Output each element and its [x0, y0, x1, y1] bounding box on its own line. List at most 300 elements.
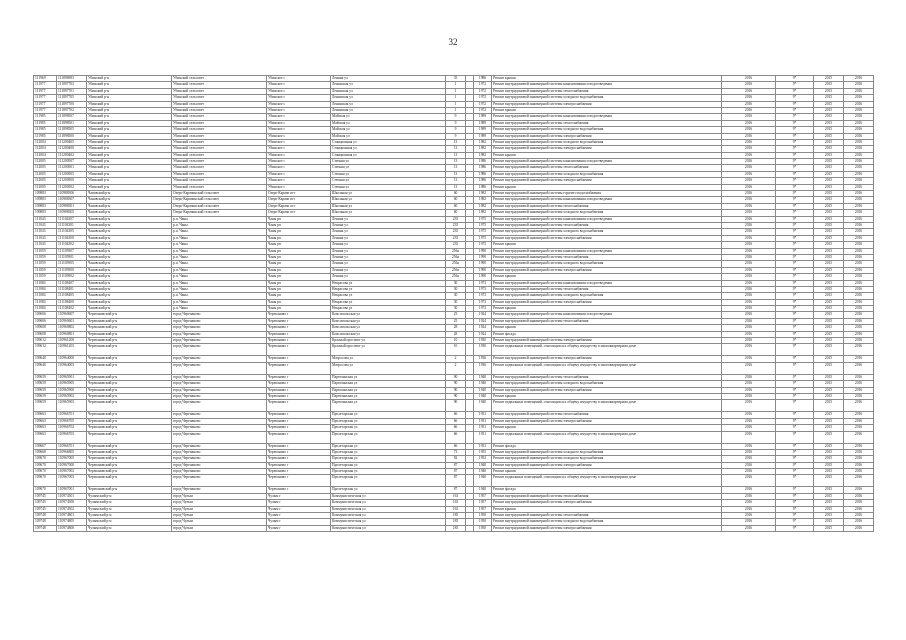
table-cell: Ремонт подвальных помещений, относящихся к общему имуществу в многоквартирном доме	[492, 431, 722, 443]
table-cell: 111059	[34, 274, 57, 280]
table-cell: 109659	[34, 393, 57, 399]
table-cell: Убинский сельсовет	[172, 165, 267, 171]
table-cell: Ремонт внутридомовой инженерной системы холодного водоснабжения	[492, 381, 722, 387]
table-cell: Ремонт внутридомовой инженерной системы электроснабжения	[492, 356, 722, 362]
table-cell: 2016	[722, 344, 776, 356]
table-cell: 109745	[34, 500, 57, 506]
table-cell: 2016	[844, 400, 874, 412]
table-cell: Убинский р-н	[87, 107, 172, 113]
table-cell: 9*	[776, 165, 814, 171]
table-cell: Черепановский р-н	[87, 449, 172, 455]
table-cell: Коммунистическая ул	[331, 500, 446, 506]
table-cell: 1952	[474, 456, 492, 462]
table-cell: 109612	[34, 338, 57, 344]
table-cell: Ленина ул	[331, 229, 446, 235]
table-cell: 9*	[776, 76, 814, 82]
table-cell: 2015	[814, 362, 844, 374]
table-cell: Черепановский р-н	[87, 381, 172, 387]
table-cell: Чановский р-н	[87, 235, 172, 241]
table-cell: Степная ул	[331, 171, 446, 177]
table-cell: 2016	[722, 88, 776, 94]
table-cell: Ремонт внутридомовой инженерной системы канализования и водоотведения	[492, 82, 722, 88]
table-cell: 9*	[776, 400, 814, 412]
table-cell: 2016	[722, 127, 776, 133]
table-cell: 109663	[34, 418, 57, 424]
table-cell: 2	[446, 362, 466, 374]
table-cell: Ремонт внутридомовой инженерной системы теплоснабжения	[492, 165, 722, 171]
table-cell: Станционная ул	[331, 152, 446, 158]
table-cell: Убинский р-н	[87, 88, 172, 94]
table-cell: Убинский р-н	[87, 120, 172, 126]
table-cell: Убинское с	[267, 178, 331, 184]
table-cell: 111898505	[57, 127, 87, 133]
table-cell: Убинский р-н	[87, 146, 172, 152]
table-cell: Ремонт внутридомовой инженерной системы теплоснабжения	[492, 203, 722, 209]
table-cell: 9*	[776, 487, 814, 493]
table-cell: Убинское с	[267, 184, 331, 190]
table-cell: 9*	[776, 178, 814, 184]
table-cell: 1973	[474, 306, 492, 312]
table-cell: 10	[446, 338, 466, 344]
table-cell: 109670	[34, 475, 57, 487]
table-cell: 13	[446, 139, 466, 145]
table-cell: Черепановский р-н	[87, 418, 172, 424]
table-cell: Некрасова ул	[331, 306, 446, 312]
table-cell: Некрасова ул	[331, 299, 446, 305]
table-cell: 1975	[474, 235, 492, 241]
table-cell: 109606	[34, 312, 57, 318]
table-cell: 111105905	[57, 261, 87, 267]
table-cell: 110961200	[57, 338, 87, 344]
table-cell: 2016	[722, 318, 776, 324]
table-cell: Ремонт внутридомовой инженерной системы холодного водоснабжения	[492, 210, 722, 216]
table-cell: 9*	[776, 280, 814, 286]
table-cell: Комсомольская ул	[331, 325, 446, 331]
table-cell: 30	[446, 286, 466, 292]
table-cell: 9*	[776, 184, 814, 190]
table-cell: 1982	[474, 152, 492, 158]
table-cell: 235	[446, 235, 466, 241]
table-cell: 2016	[722, 449, 776, 455]
table-cell: 2015	[814, 101, 844, 107]
table-cell: 2016	[722, 222, 776, 228]
table-cell: 2016	[844, 506, 874, 512]
table-cell: 2016	[844, 325, 874, 331]
table-cell: Убинский сельсовет	[172, 95, 267, 101]
table-cell: 111108405	[57, 293, 87, 299]
table-cell: Озеро-Карачи пгт	[267, 210, 331, 216]
table-cell: 2016	[722, 299, 776, 305]
table-cell: Партизанская ул	[331, 400, 446, 412]
table-cell: 2015	[814, 293, 844, 299]
table-cell: 110988301	[57, 203, 87, 209]
table-cell: Чаны рп	[267, 274, 331, 280]
table-cell: 9*	[776, 235, 814, 241]
table-cell: 1990	[474, 274, 492, 280]
table-cell: Чулым г	[267, 525, 331, 531]
table-cell: 2016	[722, 171, 776, 177]
table-cell: 1	[446, 95, 466, 101]
table-cell: 109640	[34, 362, 57, 374]
table-cell: Станционная ул	[331, 146, 446, 152]
table-cell: 87	[446, 475, 466, 487]
table-cell: 2015	[814, 443, 844, 449]
table-cell: 2015	[814, 493, 844, 499]
table-cell: 2015	[814, 88, 844, 94]
table-cell: Чаны рп	[267, 267, 331, 273]
table-cell: 111105902	[57, 274, 87, 280]
table-cell: Убинский сельсовет	[172, 184, 267, 190]
table-cell: Ремонт внутридомовой инженерной системы холодного водоснабжения	[492, 261, 722, 267]
table-cell: Партизанская ул	[331, 374, 446, 380]
table-cell: Ремонт крыши	[492, 325, 722, 331]
table-cell: 1940	[474, 469, 492, 475]
table-cell: 2016	[844, 338, 874, 344]
table-cell: Ленинская ул	[331, 95, 446, 101]
table-cell: Степная ул	[331, 159, 446, 165]
table-cell: город Черепаново	[172, 387, 267, 393]
table-cell: Убинский сельсовет	[172, 82, 267, 88]
table-cell: р.п. Чаны	[172, 261, 267, 267]
table-cell: 9*	[776, 506, 814, 512]
table-cell: 2016	[722, 101, 776, 107]
table-cell: 109670	[34, 456, 57, 462]
table-cell: 2015	[814, 191, 844, 197]
table-cell: Озеро-Карачи пгт	[267, 197, 331, 203]
table-cell: 1973	[474, 299, 492, 305]
table-cell: 2016	[722, 107, 776, 113]
table-cell: 111043	[34, 242, 57, 248]
table-cell: 109670	[34, 462, 57, 468]
table-cell: 2016	[844, 114, 874, 120]
table-cell: Ремонт крыши	[492, 506, 722, 512]
table-cell: Чулымский р-н	[87, 513, 172, 519]
table-cell: 9*	[776, 475, 814, 487]
table-cell: 110960607	[57, 312, 87, 318]
table-cell: 110967003	[57, 475, 87, 487]
table-cell: Черепановский р-н	[87, 387, 172, 393]
table-cell: Черепаново г	[267, 374, 331, 380]
table-cell: 1972	[474, 82, 492, 88]
table-cell: 1936	[474, 362, 492, 374]
table-cell: Убинское с	[267, 120, 331, 126]
table-cell: Ленина ул	[331, 242, 446, 248]
table-cell: 2016	[722, 356, 776, 362]
table-cell: 90	[446, 400, 466, 412]
table-cell: 9*	[776, 159, 814, 165]
table-cell: Чаны рп	[267, 222, 331, 228]
table-cell: Ремонт внутридомовой инженерной системы холодного водоснабжения	[492, 456, 722, 462]
table-cell: 2016	[844, 393, 874, 399]
table-cell: Черепаново г	[267, 418, 331, 424]
table-row	[34, 400, 874, 412]
table-cell: город Черепаново	[172, 331, 267, 337]
table-cell: 110988307	[57, 197, 87, 203]
table-cell: Убинский сельсовет	[172, 152, 267, 158]
table-cell: Ремонт крыши	[492, 274, 722, 280]
table-cell: 109663	[34, 425, 57, 431]
table-cell: Убинское с	[267, 127, 331, 133]
table-cell: 2016	[844, 261, 874, 267]
table-cell: Ремонт внутридомовой инженерной системы канализования и водоотведения	[492, 312, 722, 318]
table-cell: Ремонт внутридомовой инженерной системы холодного водоснабжения	[492, 229, 722, 235]
table-cell	[466, 475, 474, 487]
table-cell: город Чулым	[172, 506, 267, 512]
table-cell: 2016	[722, 191, 776, 197]
table-cell: 2016	[722, 261, 776, 267]
table-cell: Школьная ул	[331, 197, 446, 203]
table-cell: 2016	[844, 362, 874, 374]
table-cell	[466, 362, 474, 374]
table-cell: Убинское с	[267, 171, 331, 177]
table-cell: Черепаново г	[267, 425, 331, 431]
table-cell: Черепаново г	[267, 381, 331, 387]
table-cell: 111200402	[57, 152, 87, 158]
table-cell: Ремонт фасада	[492, 487, 722, 493]
table-cell: 2016	[722, 95, 776, 101]
capital-repair-table	[33, 75, 874, 532]
table-cell: 2016	[844, 469, 874, 475]
table-cell: 66	[446, 425, 466, 431]
table-cell: Черепановский р-н	[87, 462, 172, 468]
table-cell: 2016	[722, 487, 776, 493]
table-cell: Убинский сельсовет	[172, 139, 267, 145]
table-cell: 2016	[722, 500, 776, 506]
table-cell: Ремонт крыши	[492, 107, 722, 113]
table-cell: 111985	[34, 114, 57, 120]
table-cell: 2015	[814, 456, 844, 462]
table-cell: 256а	[446, 274, 466, 280]
table-cell: Чаны рп	[267, 254, 331, 260]
table-cell: город Черепаново	[172, 381, 267, 387]
table-cell: Черепаново г	[267, 469, 331, 475]
table-cell: 2016	[844, 107, 874, 113]
table-cell: 2016	[722, 525, 776, 531]
table-cell: 1931	[474, 412, 492, 418]
table-cell: 111897702	[57, 107, 87, 113]
table-cell: 1940	[474, 387, 492, 393]
table-cell: 2015	[814, 325, 844, 331]
table-cell: 2016	[722, 184, 776, 190]
table-cell: 1924	[474, 325, 492, 331]
table-cell: 2016	[844, 299, 874, 305]
table-cell: 90	[446, 393, 466, 399]
table-cell: 1986	[474, 184, 492, 190]
table-cell: Черепановский р-н	[87, 469, 172, 475]
table-cell: 2016	[844, 171, 874, 177]
table-cell	[466, 344, 474, 356]
table-cell: 2016	[722, 216, 776, 222]
table-cell: 2016	[844, 146, 874, 152]
table-cell: р.п. Чаны	[172, 216, 267, 222]
table-cell: 1	[446, 107, 466, 113]
table-cell: 9*	[776, 261, 814, 267]
table-cell: 2016	[844, 456, 874, 462]
table-cell: Убинский р-н	[87, 165, 172, 171]
table-cell: Майская ул	[331, 127, 446, 133]
table-cell: 111977	[34, 88, 57, 94]
table-cell: город Чулым	[172, 525, 267, 531]
table-cell: р.п. Чаны	[172, 299, 267, 305]
table-cell: 2016	[722, 210, 776, 216]
table-cell: 1982	[474, 146, 492, 152]
table-cell: 2016	[844, 127, 874, 133]
table-cell: Ремонт крыши	[492, 152, 722, 158]
table-row	[34, 362, 874, 374]
table-cell: Чулымский р-н	[87, 519, 172, 525]
table-cell: Озеро-Карачи пгт	[267, 203, 331, 209]
table-cell: 110966705	[57, 418, 87, 424]
table-cell: р.п. Чаны	[172, 254, 267, 260]
table-cell: 110988306	[57, 191, 87, 197]
table-cell: Коммунистическая ул	[331, 506, 446, 512]
table-cell: Чаны рп	[267, 229, 331, 235]
table-cell: 1982	[474, 210, 492, 216]
table-cell: Ремонт подвальных помещений, относящихся к общему имуществу в многоквартирном доме	[492, 344, 722, 356]
table-cell: Ремонт внутридомовой инженерной системы канализования и водоотведения	[492, 159, 722, 165]
table-cell: 111977	[34, 82, 57, 88]
table-cell: 110974800	[57, 525, 87, 531]
table-cell: 111108400	[57, 299, 87, 305]
table-cell: 1986	[474, 159, 492, 165]
table-cell: 1982	[474, 191, 492, 197]
table-cell: Ремонт внутридомовой инженерной системы холодного водоснабжения	[492, 139, 722, 145]
table-cell: Черепаново г	[267, 393, 331, 399]
table-cell: Черепаново г	[267, 443, 331, 449]
table-cell: Убинское с	[267, 76, 331, 82]
table-cell: 110974805	[57, 519, 87, 525]
table-cell: 110965900	[57, 387, 87, 393]
table-cell: 111108401	[57, 286, 87, 292]
table-cell: Ремонт внутридомовой инженерной системы теплоснабжения	[492, 88, 722, 94]
table-cell: Убинское с	[267, 139, 331, 145]
table-cell: 9*	[776, 425, 814, 431]
table-cell: Станционная ул	[331, 139, 446, 145]
table-cell: 2015	[814, 506, 844, 512]
table-cell: Убинский сельсовет	[172, 101, 267, 107]
table-cell: 110967005	[57, 456, 87, 462]
table-cell: 2016	[722, 387, 776, 393]
table-cell: 9*	[776, 513, 814, 519]
table-cell: р.п. Чаны	[172, 248, 267, 254]
table-cell: 2016	[844, 229, 874, 235]
table-cell: Черепановский р-н	[87, 431, 172, 443]
table-cell: Черепановский р-н	[87, 487, 172, 493]
table-cell: 110966805	[57, 449, 87, 455]
table-cell: 13	[446, 171, 466, 177]
table-cell: 28	[446, 325, 466, 331]
table-cell: Убинский р-н	[87, 178, 172, 184]
table-cell: р.п. Чаны	[172, 229, 267, 235]
table-cell: 1	[446, 101, 466, 107]
table-row	[34, 431, 874, 443]
table-cell: Комсомольская ул	[331, 318, 446, 324]
table-cell: 9	[446, 114, 466, 120]
table-cell: Убинское с	[267, 159, 331, 165]
table-cell: Черепановский р-н	[87, 312, 172, 318]
table-cell: 2016	[844, 254, 874, 260]
table-body	[34, 76, 874, 532]
table-cell: город Черепаново	[172, 469, 267, 475]
table-cell: Черепановский р-н	[87, 475, 172, 487]
table-cell: 111108402	[57, 306, 87, 312]
table-cell: 82	[446, 456, 466, 462]
table-cell: 2015	[814, 178, 844, 184]
table-cell: 9*	[776, 374, 814, 380]
table-cell: Черепановский р-н	[87, 362, 172, 374]
table-cell: 2016	[722, 203, 776, 209]
table-cell: 112005	[34, 178, 57, 184]
table-cell: Ленина ул	[331, 222, 446, 228]
table-cell: 111084	[34, 299, 57, 305]
table-cell: 2015	[814, 431, 844, 443]
table-cell: 2015	[814, 280, 844, 286]
table-cell: Чановский р-н	[87, 229, 172, 235]
table-cell: 66	[446, 412, 466, 418]
table-cell: Пролетарская ул	[331, 469, 446, 475]
table-cell: 256а	[446, 254, 466, 260]
table-cell: 2016	[844, 178, 874, 184]
table-cell: Некрасова ул	[331, 293, 446, 299]
table-cell: Убинское с	[267, 88, 331, 94]
table-cell: Черепаново г	[267, 449, 331, 455]
table-cell: 235	[446, 222, 466, 228]
table-cell: 111977	[34, 101, 57, 107]
table-cell: 111043	[34, 216, 57, 222]
table-cell: Черепановский р-н	[87, 374, 172, 380]
table-cell: Ленинская ул	[331, 88, 446, 94]
table-cell: Ленина ул	[331, 76, 446, 82]
table-cell: 2016	[722, 331, 776, 337]
table-cell: 109748	[34, 519, 57, 525]
table-row	[34, 525, 874, 531]
table-cell: Красный проспект ул	[331, 338, 446, 344]
table-cell: 2016	[844, 235, 874, 241]
table-cell: Майская ул	[331, 133, 446, 139]
table-cell: 2015	[814, 513, 844, 519]
table-cell: 111985	[34, 127, 57, 133]
table-cell: Школьная ул	[331, 210, 446, 216]
table-cell: Убинский сельсовет	[172, 127, 267, 133]
table-cell: 1986	[474, 171, 492, 177]
table-cell: 112004	[34, 139, 57, 145]
table-cell: 109659	[34, 387, 57, 393]
table-cell	[466, 431, 474, 443]
table-cell: 111108407	[57, 280, 87, 286]
table-cell: 2016	[722, 165, 776, 171]
table-cell: 2015	[814, 393, 844, 399]
table-cell: Убинский р-н	[87, 133, 172, 139]
table-cell: 2016	[844, 525, 874, 531]
table-cell: 2015	[814, 286, 844, 292]
table-cell: Черепановский р-н	[87, 456, 172, 462]
table-cell: Убинское с	[267, 101, 331, 107]
table-cell: Ленина ул	[331, 235, 446, 241]
table-cell: 111977	[34, 95, 57, 101]
table-cell: 111104300	[57, 235, 87, 241]
table-cell: город Черепаново	[172, 400, 267, 412]
table-cell: Чановский р-н	[87, 274, 172, 280]
table-cell: 1990	[474, 267, 492, 273]
table-cell: 2016	[844, 286, 874, 292]
table-cell: р.п. Чаны	[172, 293, 267, 299]
table-cell: город Чулым	[172, 493, 267, 499]
table-cell: Ремонт крыши	[492, 184, 722, 190]
table-cell: Некрасова ул	[331, 286, 446, 292]
table-cell: 2016	[844, 216, 874, 222]
table-cell: 1975	[474, 242, 492, 248]
table-cell: Ремонт внутридомовой инженерной системы электроснабжения	[492, 101, 722, 107]
